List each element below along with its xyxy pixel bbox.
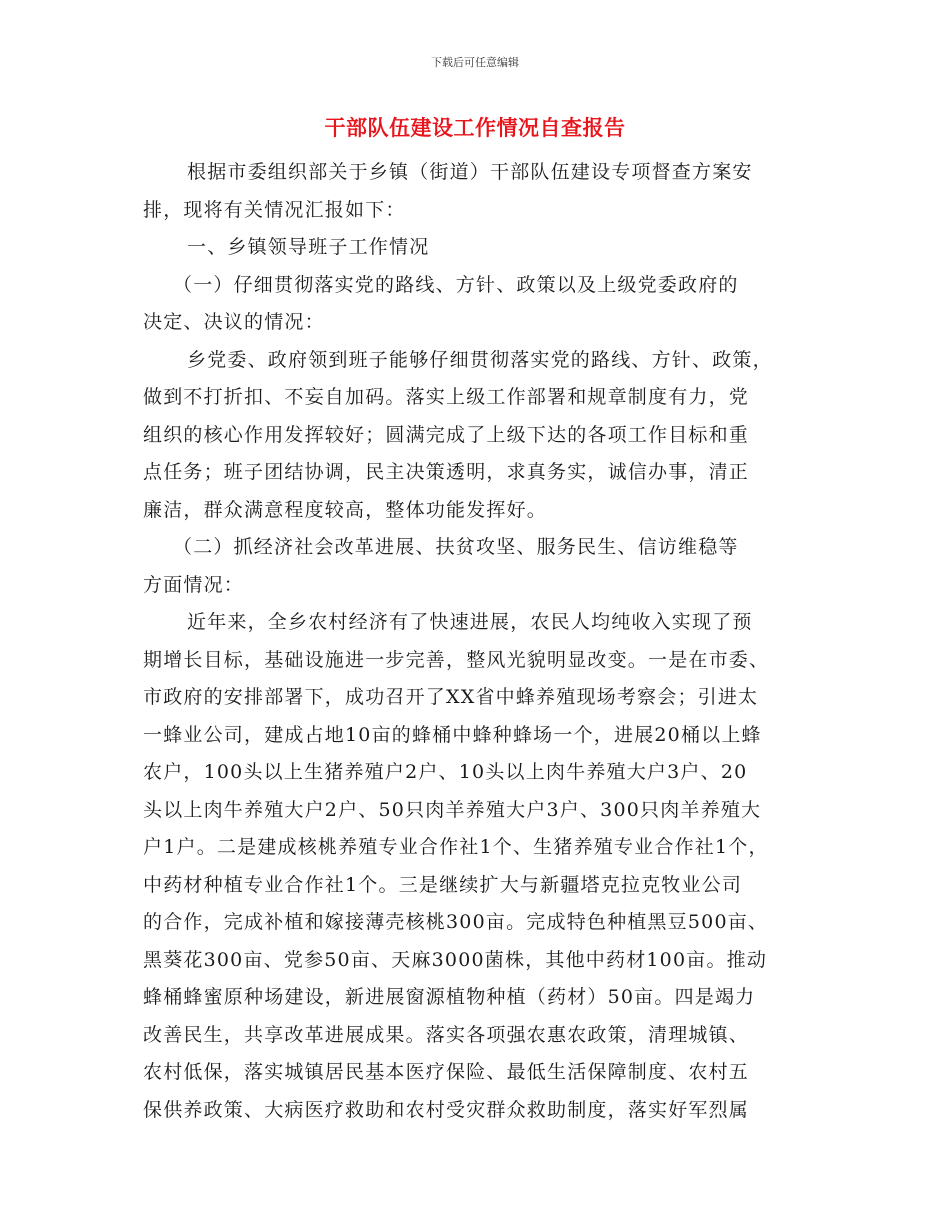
header-note: 下载后可任意编辑	[431, 56, 519, 69]
text-line: 保供养政策、大病医疗救助和农村受灾群众救助制度，落实好军烈属	[143, 1098, 750, 1121]
text-line: 根据市委组织部关于乡镇（街道）干部队伍建设专项督查方案安	[187, 161, 753, 183]
text-line: 方面情况：	[143, 573, 245, 596]
text-line: 中药材种植专业合作社1个。三是继续扩大与新疆塔克拉克牧业公司	[143, 873, 743, 896]
text-line: 改善民生，共享改革进展成果。落实各项强农惠农政策，清理城镇、	[143, 1023, 750, 1046]
text-line: 点任务；班子团结协调，民主决策透明，求真务实，诚信办事，清正	[143, 461, 750, 483]
text-line: （一）仔细贯彻落实党的路线、方针、政策以及上级党委政府的	[173, 273, 739, 296]
text-line: 近年来，全乡农村经济有了快速进展，农民人均纯收入实现了预	[187, 611, 753, 633]
text-line: 做到不打折扣、不妄自加码。落实上级工作部署和规章制度有力，党	[143, 386, 750, 408]
text-line: 期增长目标，基础设施进一步完善，整风光貌明显改变。一是在市委、	[143, 648, 770, 671]
text-line: 乡党委、政府领到班子能够仔细贯彻落实党的路线、方针、政策，	[187, 348, 773, 371]
text-line: 的合作，完成补植和嫁接薄壳核桃300亩。完成特色种植黑豆500亩、	[143, 911, 769, 933]
text-line: 黑葵花300亩、党参50亩、天麻3000菌株，其他中药材100亩。推动	[143, 948, 768, 971]
document-title: 干部队伍建设工作情况自查报告	[324, 116, 626, 140]
text-line: 蜂桶蜂蜜原种场建设，新进展窗源植物种植（药材）50亩。四是竭力	[143, 986, 756, 1008]
text-line: 市政府的安排部署下，成功召开了XX省中蜂养殖现场考察会；引进太	[143, 686, 759, 708]
text-line: 排，现将有关情况汇报如下：	[143, 198, 406, 221]
text-line: 头以上肉牛养殖大户2户、50只肉羊养殖大户3户、300只肉羊养殖大	[143, 798, 762, 821]
text-line: 组织的核心作用发挥较好；圆满完成了上级下达的各项工作目标和重	[143, 423, 750, 446]
text-line: 廉洁，群众满意程度较高，整体功能发挥好。	[143, 498, 548, 521]
text-line: 农村低保，落实城镇居民基本医疗保险、最低生活保障制度、农村五	[143, 1061, 750, 1083]
document-body	[143, 154, 819, 1129]
text-line: 一蜂业公司，建成占地10亩的蜂桶中蜂种蜂场一个，进展20桶以上蜂	[143, 723, 762, 746]
text-line: （二）抓经济社会改革进展、扶贫攻坚、服务民生、信访维稳等	[173, 536, 739, 558]
text-line: 决定、决议的情况：	[143, 311, 325, 333]
text-line: 一、乡镇领导班子工作情况	[187, 236, 430, 258]
text-line: 户1户。二是建成核桃养殖专业合作社1个、生猪养殖专业合作社1个，	[143, 836, 769, 858]
text-line: 农户，100头以上生猪养殖户2户、10头以上肉牛养殖大户3户、20	[143, 761, 748, 783]
